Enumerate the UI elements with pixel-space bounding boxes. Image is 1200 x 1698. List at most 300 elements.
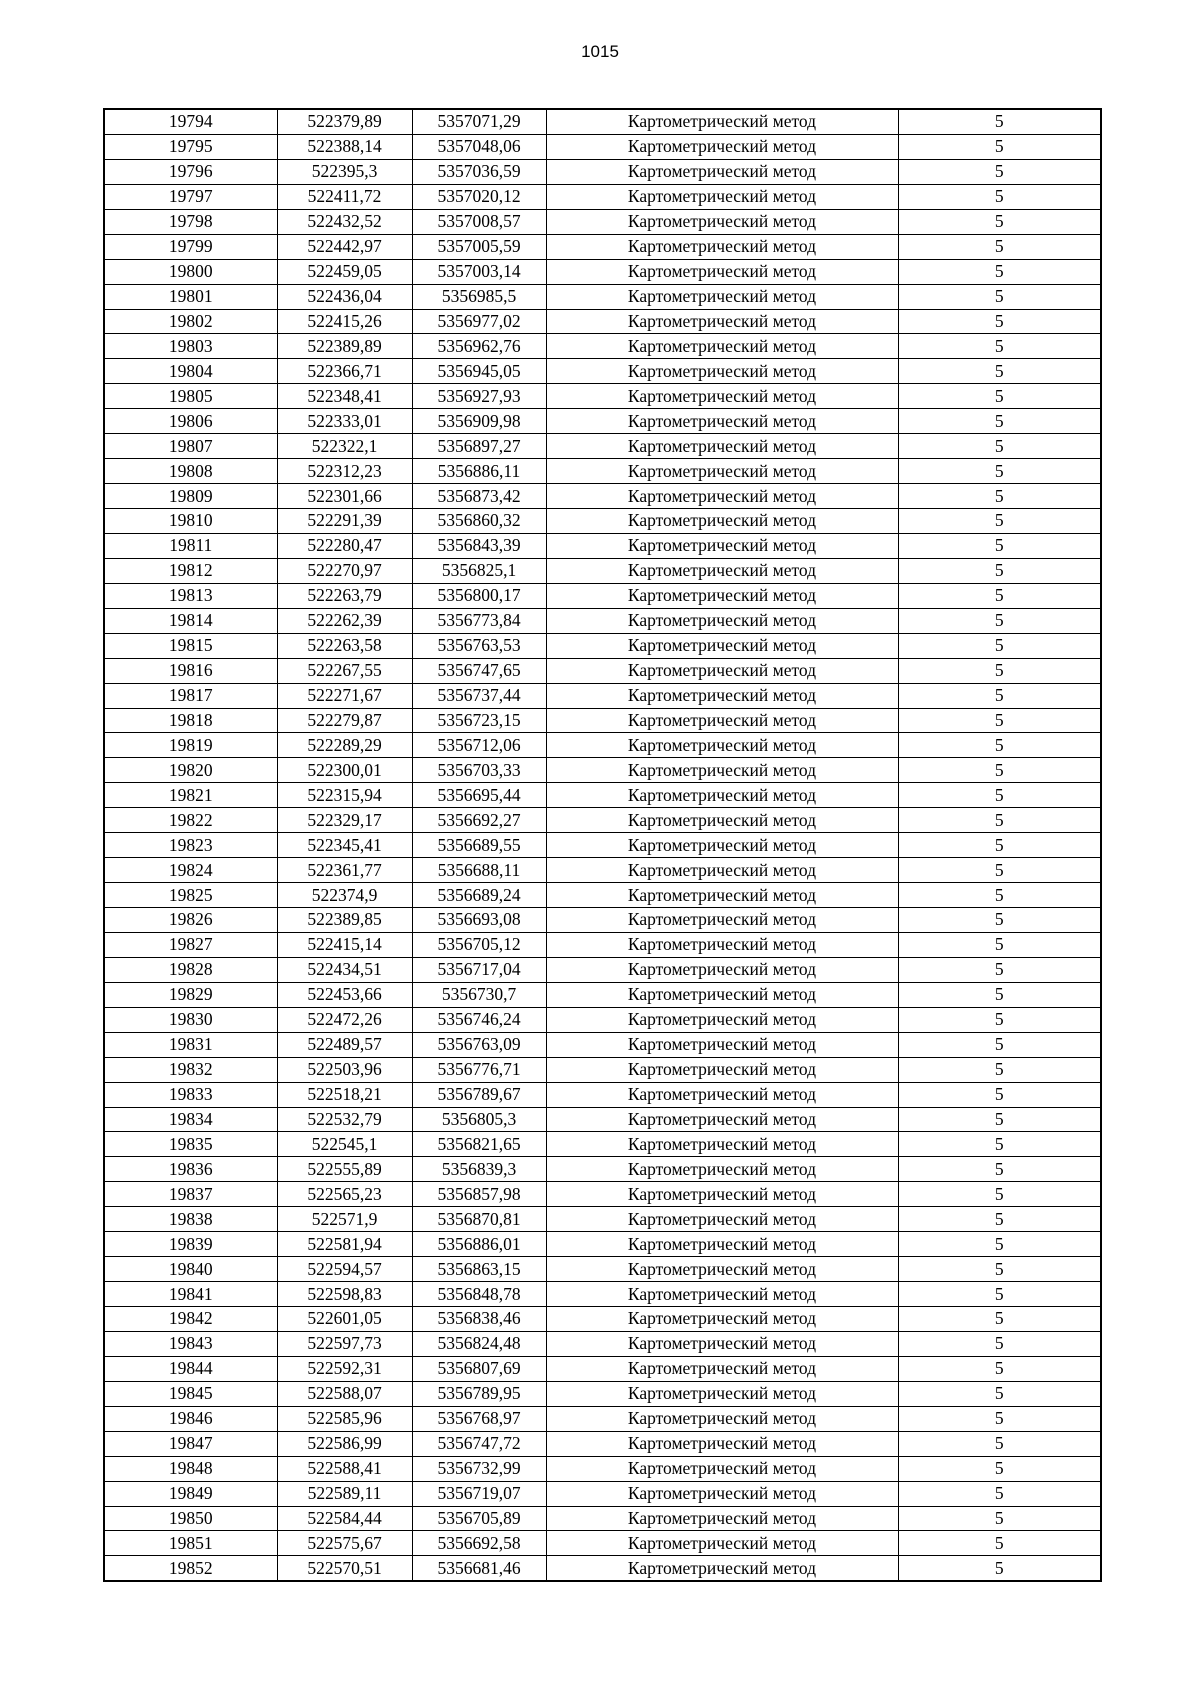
table-row [104, 932, 1101, 957]
table-row [104, 459, 1101, 484]
method-cell: Картометрический метод [546, 1232, 898, 1257]
x-coordinate-cell: 522585,96 [277, 1406, 412, 1431]
point-number-cell: 19813 [104, 583, 277, 608]
accuracy-cell: 5 [898, 109, 1101, 134]
table-row [104, 1207, 1101, 1232]
accuracy-cell: 5 [898, 982, 1101, 1007]
x-coordinate-cell: 522329,17 [277, 808, 412, 833]
point-number-cell: 19828 [104, 957, 277, 982]
point-number-cell: 19809 [104, 484, 277, 509]
table-row [104, 1406, 1101, 1431]
point-number-cell: 19843 [104, 1331, 277, 1356]
x-coordinate-cell: 522453,66 [277, 982, 412, 1007]
x-coordinate-cell: 522415,14 [277, 932, 412, 957]
point-number-cell: 19808 [104, 459, 277, 484]
point-number-cell: 19799 [104, 234, 277, 259]
method-cell: Картометрический метод [546, 1257, 898, 1282]
method-cell: Картометрический метод [546, 1406, 898, 1431]
accuracy-cell: 5 [898, 509, 1101, 534]
y-coordinate-cell: 5357005,59 [412, 234, 546, 259]
point-number-cell: 19818 [104, 708, 277, 733]
y-coordinate-cell: 5356821,65 [412, 1132, 546, 1157]
accuracy-cell: 5 [898, 808, 1101, 833]
method-cell: Картометрический метод [546, 184, 898, 209]
accuracy-cell: 5 [898, 1481, 1101, 1506]
y-coordinate-cell: 5356848,78 [412, 1282, 546, 1307]
table-row [104, 758, 1101, 783]
point-number-cell: 19838 [104, 1207, 277, 1232]
accuracy-cell: 5 [898, 608, 1101, 633]
accuracy-cell: 5 [898, 1157, 1101, 1182]
method-cell: Картометрический метод [546, 159, 898, 184]
y-coordinate-cell: 5356843,39 [412, 533, 546, 558]
accuracy-cell: 5 [898, 633, 1101, 658]
point-number-cell: 19850 [104, 1506, 277, 1531]
accuracy-cell: 5 [898, 883, 1101, 908]
y-coordinate-cell: 5356962,76 [412, 334, 546, 359]
x-coordinate-cell: 522300,01 [277, 758, 412, 783]
x-coordinate-cell: 522459,05 [277, 259, 412, 284]
y-coordinate-cell: 5356712,06 [412, 733, 546, 758]
point-number-cell: 19851 [104, 1531, 277, 1556]
table-row [104, 558, 1101, 583]
method-cell: Картометрический метод [546, 434, 898, 459]
method-cell: Картометрический метод [546, 1331, 898, 1356]
accuracy-cell: 5 [898, 1531, 1101, 1556]
point-number-cell: 19797 [104, 184, 277, 209]
accuracy-cell: 5 [898, 583, 1101, 608]
method-cell: Картометрический метод [546, 1032, 898, 1057]
table-row [104, 1531, 1101, 1556]
accuracy-cell: 5 [898, 1182, 1101, 1207]
method-cell: Картометрический метод [546, 932, 898, 957]
point-number-cell: 19821 [104, 783, 277, 808]
method-cell: Картометрический метод [546, 1481, 898, 1506]
table-row [104, 608, 1101, 633]
method-cell: Картометрический метод [546, 708, 898, 733]
point-number-cell: 19810 [104, 509, 277, 534]
y-coordinate-cell: 5356705,89 [412, 1506, 546, 1531]
y-coordinate-cell: 5356737,44 [412, 683, 546, 708]
accuracy-cell: 5 [898, 957, 1101, 982]
accuracy-cell: 5 [898, 708, 1101, 733]
table-row [104, 209, 1101, 234]
accuracy-cell: 5 [898, 134, 1101, 159]
x-coordinate-cell: 522588,07 [277, 1381, 412, 1406]
x-coordinate-cell: 522291,39 [277, 509, 412, 534]
point-number-cell: 19844 [104, 1356, 277, 1381]
accuracy-cell: 5 [898, 1032, 1101, 1057]
method-cell: Картометрический метод [546, 1531, 898, 1556]
method-cell: Картометрический метод [546, 359, 898, 384]
y-coordinate-cell: 5356763,09 [412, 1032, 546, 1057]
point-number-cell: 19829 [104, 982, 277, 1007]
point-number-cell: 19839 [104, 1232, 277, 1257]
table-row [104, 808, 1101, 833]
x-coordinate-cell: 522432,52 [277, 209, 412, 234]
x-coordinate-cell: 522411,72 [277, 184, 412, 209]
y-coordinate-cell: 5356886,11 [412, 459, 546, 484]
method-cell: Картометрический метод [546, 1132, 898, 1157]
method-cell: Картометрический метод [546, 234, 898, 259]
accuracy-cell: 5 [898, 1356, 1101, 1381]
method-cell: Картометрический метод [546, 1182, 898, 1207]
table-row [104, 1057, 1101, 1082]
table-row [104, 409, 1101, 434]
point-number-cell: 19807 [104, 434, 277, 459]
point-number-cell: 19830 [104, 1007, 277, 1032]
x-coordinate-cell: 522395,3 [277, 159, 412, 184]
accuracy-cell: 5 [898, 1257, 1101, 1282]
accuracy-cell: 5 [898, 459, 1101, 484]
accuracy-cell: 5 [898, 334, 1101, 359]
method-cell: Картометрический метод [546, 484, 898, 509]
table-row [104, 708, 1101, 733]
table-row [104, 484, 1101, 509]
y-coordinate-cell: 5356719,07 [412, 1481, 546, 1506]
point-number-cell: 19803 [104, 334, 277, 359]
y-coordinate-cell: 5356909,98 [412, 409, 546, 434]
x-coordinate-cell: 522489,57 [277, 1032, 412, 1057]
y-coordinate-cell: 5356977,02 [412, 309, 546, 334]
method-cell: Картометрический метод [546, 134, 898, 159]
x-coordinate-cell: 522389,85 [277, 908, 412, 933]
accuracy-cell: 5 [898, 783, 1101, 808]
y-coordinate-cell: 5356886,01 [412, 1232, 546, 1257]
y-coordinate-cell: 5356705,12 [412, 932, 546, 957]
method-cell: Картометрический метод [546, 209, 898, 234]
point-number-cell: 19825 [104, 883, 277, 908]
point-number-cell: 19805 [104, 384, 277, 409]
y-coordinate-cell: 5356873,42 [412, 484, 546, 509]
accuracy-cell: 5 [898, 1282, 1101, 1307]
y-coordinate-cell: 5356681,46 [412, 1556, 546, 1581]
y-coordinate-cell: 5356689,24 [412, 883, 546, 908]
y-coordinate-cell: 5356800,17 [412, 583, 546, 608]
y-coordinate-cell: 5356695,44 [412, 783, 546, 808]
y-coordinate-cell: 5356763,53 [412, 633, 546, 658]
point-number-cell: 19836 [104, 1157, 277, 1182]
y-coordinate-cell: 5356805,3 [412, 1107, 546, 1132]
accuracy-cell: 5 [898, 234, 1101, 259]
method-cell: Картометрический метод [546, 1157, 898, 1182]
x-coordinate-cell: 522270,97 [277, 558, 412, 583]
method-cell: Картометрический метод [546, 658, 898, 683]
table-row [104, 883, 1101, 908]
x-coordinate-cell: 522348,41 [277, 384, 412, 409]
table-row [104, 334, 1101, 359]
table-row [104, 1132, 1101, 1157]
table-row [104, 259, 1101, 284]
x-coordinate-cell: 522503,96 [277, 1057, 412, 1082]
point-number-cell: 19814 [104, 608, 277, 633]
point-number-cell: 19847 [104, 1431, 277, 1456]
page-number: 1015 [581, 42, 619, 61]
method-cell: Картометрический метод [546, 334, 898, 359]
table-row [104, 1356, 1101, 1381]
table-row [104, 982, 1101, 1007]
x-coordinate-cell: 522267,55 [277, 658, 412, 683]
point-number-cell: 19852 [104, 1556, 277, 1581]
table-row [104, 858, 1101, 883]
method-cell: Картометрический метод [546, 883, 898, 908]
x-coordinate-cell: 522263,58 [277, 633, 412, 658]
table-row [104, 908, 1101, 933]
point-number-cell: 19848 [104, 1456, 277, 1481]
y-coordinate-cell: 5356723,15 [412, 708, 546, 733]
point-number-cell: 19815 [104, 633, 277, 658]
point-number-cell: 19811 [104, 533, 277, 558]
y-coordinate-cell: 5356768,97 [412, 1406, 546, 1431]
x-coordinate-cell: 522575,67 [277, 1531, 412, 1556]
x-coordinate-cell: 522589,11 [277, 1481, 412, 1506]
x-coordinate-cell: 522280,47 [277, 533, 412, 558]
x-coordinate-cell: 522333,01 [277, 409, 412, 434]
accuracy-cell: 5 [898, 309, 1101, 334]
point-number-cell: 19846 [104, 1406, 277, 1431]
table-row [104, 533, 1101, 558]
x-coordinate-cell: 522594,57 [277, 1257, 412, 1282]
x-coordinate-cell: 522442,97 [277, 234, 412, 259]
point-number-cell: 19824 [104, 858, 277, 883]
x-coordinate-cell: 522588,41 [277, 1456, 412, 1481]
table-row [104, 1282, 1101, 1307]
y-coordinate-cell: 5356730,7 [412, 982, 546, 1007]
y-coordinate-cell: 5357020,12 [412, 184, 546, 209]
method-cell: Картометрический метод [546, 558, 898, 583]
method-cell: Картометрический метод [546, 1057, 898, 1082]
y-coordinate-cell: 5356789,95 [412, 1381, 546, 1406]
coordinates-table-body [104, 109, 1101, 1581]
x-coordinate-cell: 522374,9 [277, 883, 412, 908]
accuracy-cell: 5 [898, 1556, 1101, 1581]
x-coordinate-cell: 522597,73 [277, 1331, 412, 1356]
table-row [104, 509, 1101, 534]
x-coordinate-cell: 522584,44 [277, 1506, 412, 1531]
x-coordinate-cell: 522555,89 [277, 1157, 412, 1182]
table-row [104, 1107, 1101, 1132]
point-number-cell: 19832 [104, 1057, 277, 1082]
method-cell: Картометрический метод [546, 533, 898, 558]
table-row [104, 783, 1101, 808]
x-coordinate-cell: 522279,87 [277, 708, 412, 733]
point-number-cell: 19823 [104, 833, 277, 858]
y-coordinate-cell: 5356689,55 [412, 833, 546, 858]
accuracy-cell: 5 [898, 833, 1101, 858]
y-coordinate-cell: 5356945,05 [412, 359, 546, 384]
method-cell: Картометрический метод [546, 758, 898, 783]
point-number-cell: 19827 [104, 932, 277, 957]
table-row [104, 1307, 1101, 1332]
y-coordinate-cell: 5357008,57 [412, 209, 546, 234]
x-coordinate-cell: 522598,83 [277, 1282, 412, 1307]
y-coordinate-cell: 5356776,71 [412, 1057, 546, 1082]
accuracy-cell: 5 [898, 159, 1101, 184]
y-coordinate-cell: 5356985,5 [412, 284, 546, 309]
x-coordinate-cell: 522271,67 [277, 683, 412, 708]
table-row [104, 1157, 1101, 1182]
table-row [104, 1032, 1101, 1057]
accuracy-cell: 5 [898, 1007, 1101, 1032]
accuracy-cell: 5 [898, 1406, 1101, 1431]
accuracy-cell: 5 [898, 484, 1101, 509]
point-number-cell: 19795 [104, 134, 277, 159]
point-number-cell: 19794 [104, 109, 277, 134]
method-cell: Картометрический метод [546, 1431, 898, 1456]
method-cell: Картометрический метод [546, 1356, 898, 1381]
x-coordinate-cell: 522436,04 [277, 284, 412, 309]
accuracy-cell: 5 [898, 558, 1101, 583]
method-cell: Картометрический метод [546, 409, 898, 434]
y-coordinate-cell: 5356773,84 [412, 608, 546, 633]
point-number-cell: 19812 [104, 558, 277, 583]
y-coordinate-cell: 5356838,46 [412, 1307, 546, 1332]
point-number-cell: 19798 [104, 209, 277, 234]
x-coordinate-cell: 522601,05 [277, 1307, 412, 1332]
y-coordinate-cell: 5356863,15 [412, 1257, 546, 1282]
accuracy-cell: 5 [898, 758, 1101, 783]
point-number-cell: 19820 [104, 758, 277, 783]
accuracy-cell: 5 [898, 434, 1101, 459]
method-cell: Картометрический метод [546, 309, 898, 334]
y-coordinate-cell: 5356927,93 [412, 384, 546, 409]
x-coordinate-cell: 522379,89 [277, 109, 412, 134]
table-row [104, 733, 1101, 758]
y-coordinate-cell: 5356789,67 [412, 1082, 546, 1107]
method-cell: Картометрический метод [546, 1506, 898, 1531]
table-row [104, 658, 1101, 683]
point-number-cell: 19802 [104, 309, 277, 334]
point-number-cell: 19845 [104, 1381, 277, 1406]
coordinates-table [103, 108, 1102, 1582]
accuracy-cell: 5 [898, 1057, 1101, 1082]
accuracy-cell: 5 [898, 658, 1101, 683]
x-coordinate-cell: 522366,71 [277, 359, 412, 384]
table-row [104, 633, 1101, 658]
table-row [104, 957, 1101, 982]
method-cell: Картометрический метод [546, 633, 898, 658]
accuracy-cell: 5 [898, 1331, 1101, 1356]
table-row [104, 1431, 1101, 1456]
method-cell: Картометрический метод [546, 384, 898, 409]
method-cell: Картометрический метод [546, 583, 898, 608]
table-row [104, 583, 1101, 608]
point-number-cell: 19796 [104, 159, 277, 184]
accuracy-cell: 5 [898, 908, 1101, 933]
point-number-cell: 19840 [104, 1257, 277, 1282]
y-coordinate-cell: 5357071,29 [412, 109, 546, 134]
table-row [104, 284, 1101, 309]
accuracy-cell: 5 [898, 184, 1101, 209]
accuracy-cell: 5 [898, 359, 1101, 384]
table-row [104, 1506, 1101, 1531]
method-cell: Картометрический метод [546, 783, 898, 808]
table-row [104, 309, 1101, 334]
y-coordinate-cell: 5356692,58 [412, 1531, 546, 1556]
x-coordinate-cell: 522586,99 [277, 1431, 412, 1456]
table-row [104, 1381, 1101, 1406]
x-coordinate-cell: 522434,51 [277, 957, 412, 982]
table-row [104, 1481, 1101, 1506]
point-number-cell: 19835 [104, 1132, 277, 1157]
point-number-cell: 19800 [104, 259, 277, 284]
method-cell: Картометрический метод [546, 1107, 898, 1132]
point-number-cell: 19842 [104, 1307, 277, 1332]
accuracy-cell: 5 [898, 259, 1101, 284]
point-number-cell: 19826 [104, 908, 277, 933]
method-cell: Картометрический метод [546, 683, 898, 708]
y-coordinate-cell: 5356692,27 [412, 808, 546, 833]
y-coordinate-cell: 5356870,81 [412, 1207, 546, 1232]
method-cell: Картометрический метод [546, 509, 898, 534]
accuracy-cell: 5 [898, 733, 1101, 758]
accuracy-cell: 5 [898, 409, 1101, 434]
x-coordinate-cell: 522565,23 [277, 1182, 412, 1207]
point-number-cell: 19837 [104, 1182, 277, 1207]
method-cell: Картометрический метод [546, 1556, 898, 1581]
x-coordinate-cell: 522592,31 [277, 1356, 412, 1381]
accuracy-cell: 5 [898, 1207, 1101, 1232]
method-cell: Картометрический метод [546, 259, 898, 284]
x-coordinate-cell: 522301,66 [277, 484, 412, 509]
point-number-cell: 19833 [104, 1082, 277, 1107]
x-coordinate-cell: 522289,29 [277, 733, 412, 758]
x-coordinate-cell: 522581,94 [277, 1232, 412, 1257]
method-cell: Картометрический метод [546, 808, 898, 833]
accuracy-cell: 5 [898, 1381, 1101, 1406]
x-coordinate-cell: 522570,51 [277, 1556, 412, 1581]
method-cell: Картометрический метод [546, 733, 898, 758]
point-number-cell: 19817 [104, 683, 277, 708]
y-coordinate-cell: 5356703,33 [412, 758, 546, 783]
y-coordinate-cell: 5357036,59 [412, 159, 546, 184]
x-coordinate-cell: 522389,89 [277, 334, 412, 359]
method-cell: Картометрический метод [546, 858, 898, 883]
accuracy-cell: 5 [898, 284, 1101, 309]
y-coordinate-cell: 5357048,06 [412, 134, 546, 159]
x-coordinate-cell: 522315,94 [277, 783, 412, 808]
table-row [104, 1556, 1101, 1581]
y-coordinate-cell: 5356717,04 [412, 957, 546, 982]
table-row [104, 1082, 1101, 1107]
point-number-cell: 19801 [104, 284, 277, 309]
accuracy-cell: 5 [898, 1307, 1101, 1332]
x-coordinate-cell: 522345,41 [277, 833, 412, 858]
y-coordinate-cell: 5356860,32 [412, 509, 546, 534]
accuracy-cell: 5 [898, 1132, 1101, 1157]
y-coordinate-cell: 5356825,1 [412, 558, 546, 583]
x-coordinate-cell: 522312,23 [277, 459, 412, 484]
method-cell: Картометрический метод [546, 957, 898, 982]
x-coordinate-cell: 522388,14 [277, 134, 412, 159]
accuracy-cell: 5 [898, 1456, 1101, 1481]
method-cell: Картометрический метод [546, 908, 898, 933]
accuracy-cell: 5 [898, 1431, 1101, 1456]
y-coordinate-cell: 5356839,3 [412, 1157, 546, 1182]
table-row [104, 833, 1101, 858]
table-row [104, 1007, 1101, 1032]
accuracy-cell: 5 [898, 1082, 1101, 1107]
method-cell: Картометрический метод [546, 1282, 898, 1307]
method-cell: Картометрический метод [546, 459, 898, 484]
point-number-cell: 19849 [104, 1481, 277, 1506]
x-coordinate-cell: 522472,26 [277, 1007, 412, 1032]
table-row [104, 1456, 1101, 1481]
method-cell: Картометрический метод [546, 608, 898, 633]
accuracy-cell: 5 [898, 384, 1101, 409]
table-row [104, 359, 1101, 384]
method-cell: Картометрический метод [546, 982, 898, 1007]
